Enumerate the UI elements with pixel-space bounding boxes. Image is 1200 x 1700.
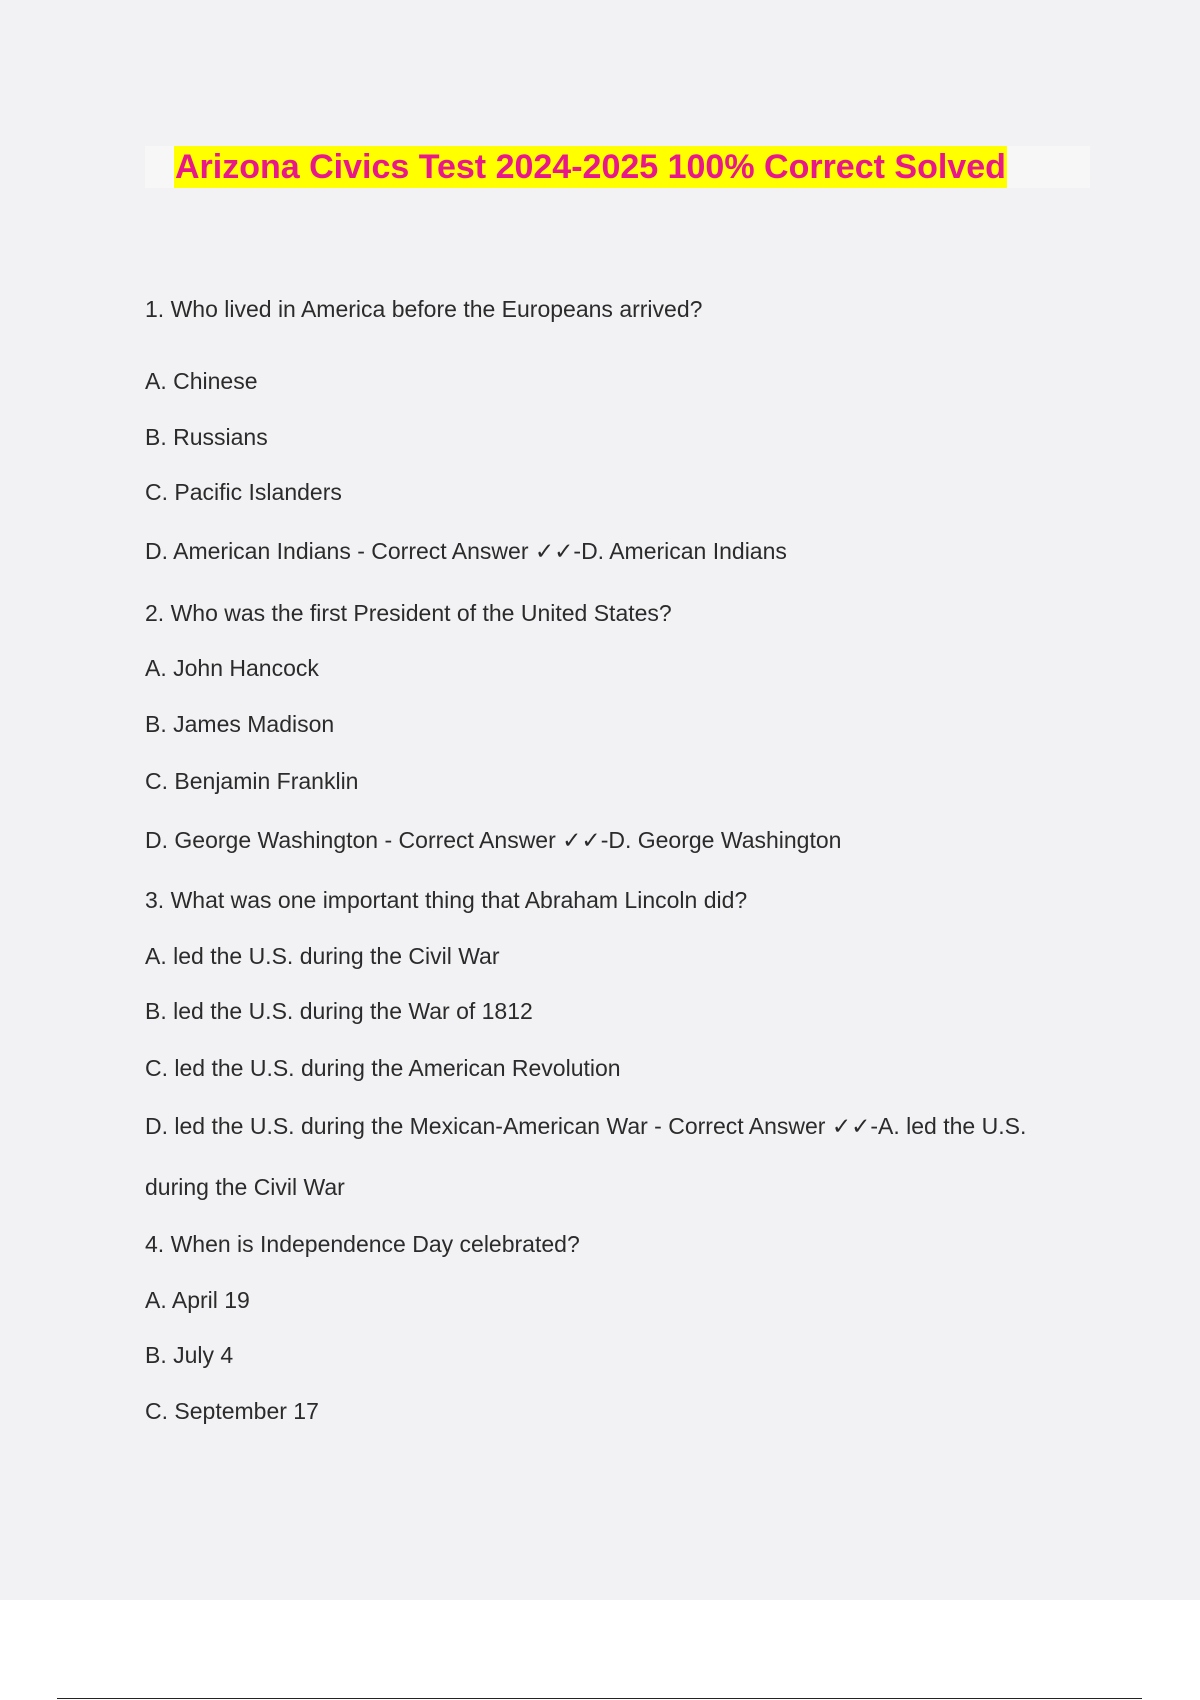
option-2b: B. James Madison [145, 711, 335, 737]
option-3c: C. led the U.S. during the American Revolution [145, 1055, 621, 1081]
option-3d-answer: D. led the U.S. during the Mexican-American War - Correct Answer ✓✓-A. led the U.S. [145, 1113, 1027, 1139]
option-1c: C. Pacific Islanders [145, 479, 342, 505]
document-title: Arizona Civics Test 2024-2025 100% Correct Solved [175, 148, 1006, 186]
option-2a: A. John Hancock [145, 655, 319, 681]
option-3b: B. led the U.S. during the War of 1812 [145, 998, 533, 1024]
footer-rule [57, 1698, 1142, 1699]
question-3: 3. What was one important thing that Abraham Lincoln did? [145, 887, 748, 913]
option-1a: A. Chinese [145, 368, 258, 394]
question-1: 1. Who lived in America before the Europeans arrived? [145, 296, 703, 322]
option-1b: B. Russians [145, 424, 268, 450]
option-4a: A. April 19 [145, 1287, 250, 1313]
question-2: 2. Who was the first President of the United States? [145, 600, 672, 626]
option-4c: C. September 17 [145, 1398, 319, 1424]
option-2c: C. Benjamin Franklin [145, 768, 359, 794]
question-4: 4. When is Independence Day celebrated? [145, 1231, 580, 1257]
option-3d-answer-continued: during the Civil War [145, 1174, 345, 1200]
option-1d-answer: D. American Indians - Correct Answer ✓✓-D. American Indians [145, 538, 787, 564]
option-4b: B. July 4 [145, 1342, 234, 1368]
option-2d-answer: D. George Washington - Correct Answer ✓✓-D. George Washington [145, 827, 842, 853]
option-3a: A. led the U.S. during the Civil War [145, 943, 500, 969]
